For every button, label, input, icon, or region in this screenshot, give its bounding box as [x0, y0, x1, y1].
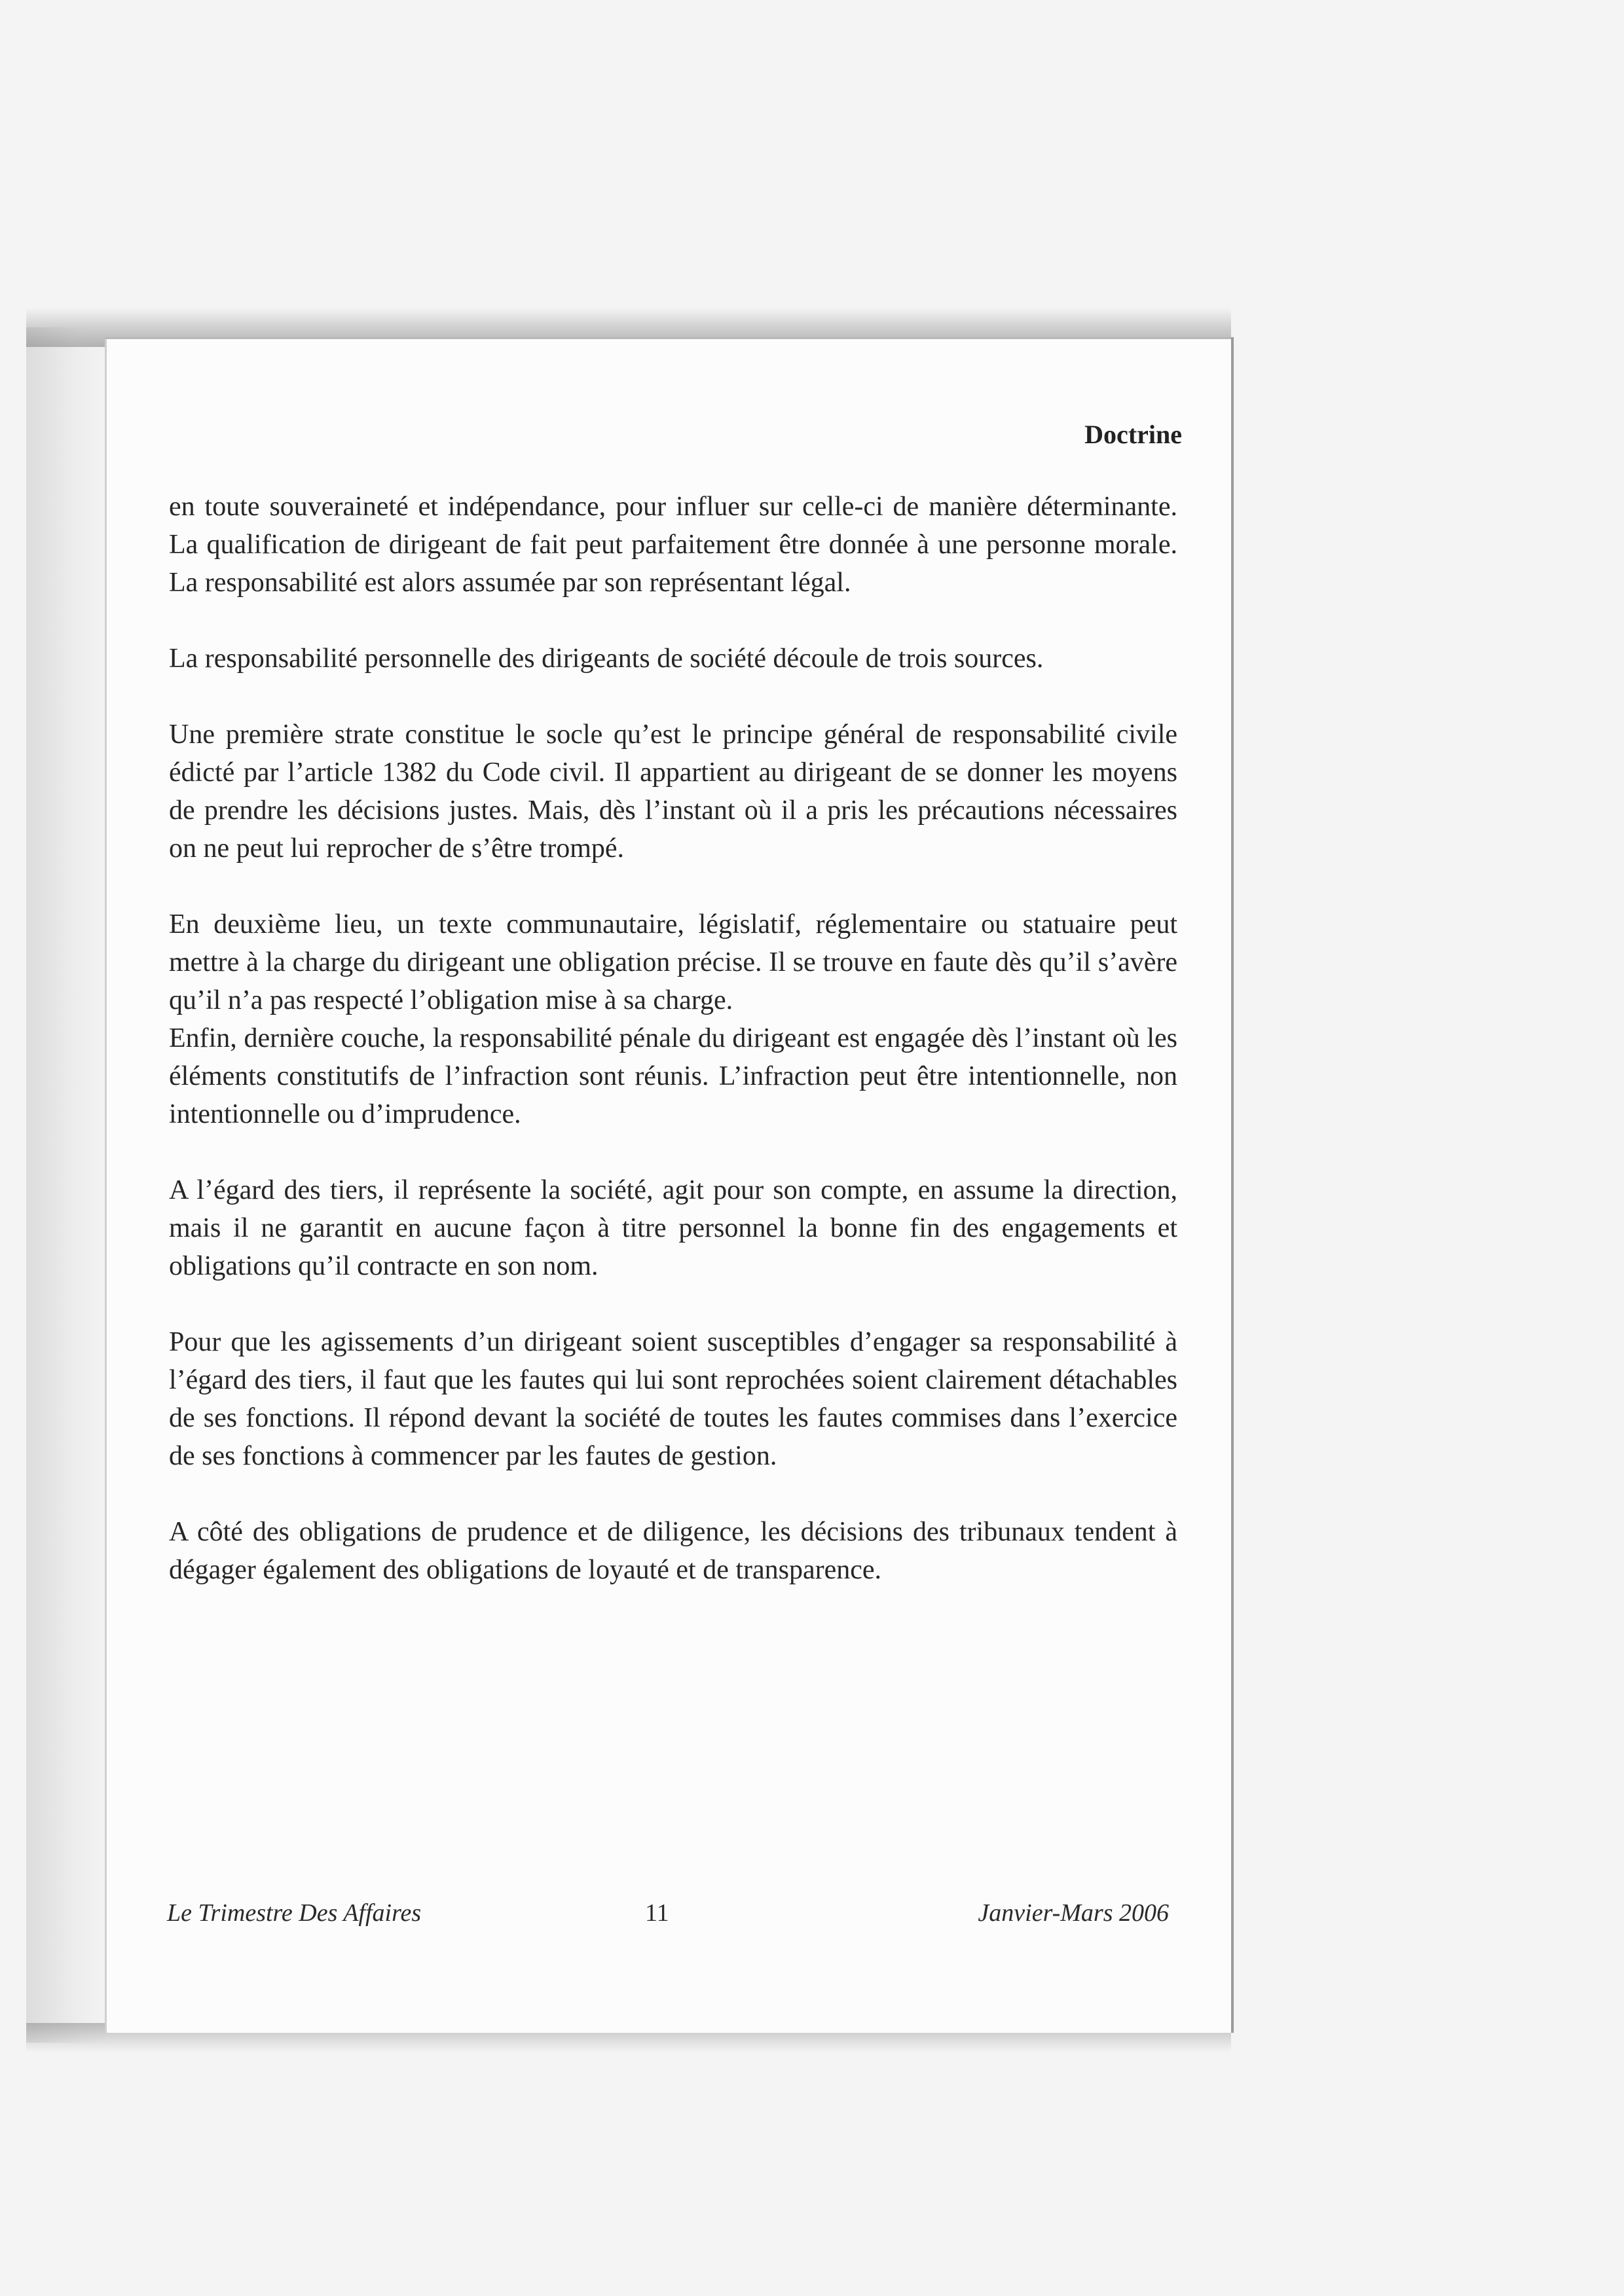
paragraph-2: La responsabilité personnelle des dirigeants de société découle de trois sources.	[169, 644, 1044, 674]
running-head: Doctrine	[1084, 420, 1182, 449]
paragraph-5: Enfin, dernière couche, la responsabilité pénale du dirigeant est engagée dès l’instant où les éléments constitutifs de l’infraction sont réunis. L’infraction peut être intentionnelle, non intentionnelle ou d’imprudence.	[169, 1023, 1177, 1129]
publication-title: Le Trimestre Des Affaires	[167, 1899, 422, 1927]
paragraph-4: En deuxième lieu, un texte communautaire, législatif, réglementaire ou statuaire peut mettre à la charge du dirigeant une obligation précise. Il se trouve en faute dès qu’il s’avère qu’il n’a pas respecté l’obligation mise à sa charge.	[169, 909, 1177, 1015]
body-text	[169, 488, 1177, 1589]
issue-date: Janvier-Mars 2006	[978, 1899, 1169, 1927]
page-number: 11	[645, 1899, 669, 1927]
page-footer	[167, 1899, 1169, 1938]
paragraph-6: A l’égard des tiers, il représente la société, agit pour son compte, en assume la direction, mais il ne garantit en aucune façon à titre personnel la bonne fin des engagements et obligations qu’il contracte en son nom.	[169, 1175, 1177, 1281]
paragraph-7: Pour que les agissements d’un dirigeant soient susceptibles d’engager sa responsabilité à l’égard des tiers, il faut que les fautes qui lui sont reprochées soient clairement détachables de ses fonctions. Il répond devant la société de toutes les fautes commises dans l’exercice de ses fonctions à commencer par les fautes de gestion.	[169, 1327, 1177, 1471]
paragraph-8: A côté des obligations de prudence et de diligence, les décisions des tribunaux tendent à dégager également des obligations de loyauté et de transparence.	[169, 1517, 1177, 1585]
paragraph-1: en toute souveraineté et indépendance, pour influer sur celle-ci de manière déterminante. La qualification de dirigeant de fait peut parfaitement être donnée à une personne morale. La responsabilité est alors assumée par son représentant légal.	[169, 492, 1177, 598]
scan-shadow-left	[26, 327, 111, 2043]
document-page	[105, 337, 1234, 2033]
paragraph-3: Une première strate constitue le socle qu’est le principe général de responsabilité civile édicté par l’article 1382 du Code civil. Il appartient au dirigeant de se donner les moyens de prendre les décisions justes. Mais, dès l’instant où il a pris les précautions nécessaires on ne peut lui reprocher de s’être trompé.	[169, 720, 1177, 864]
